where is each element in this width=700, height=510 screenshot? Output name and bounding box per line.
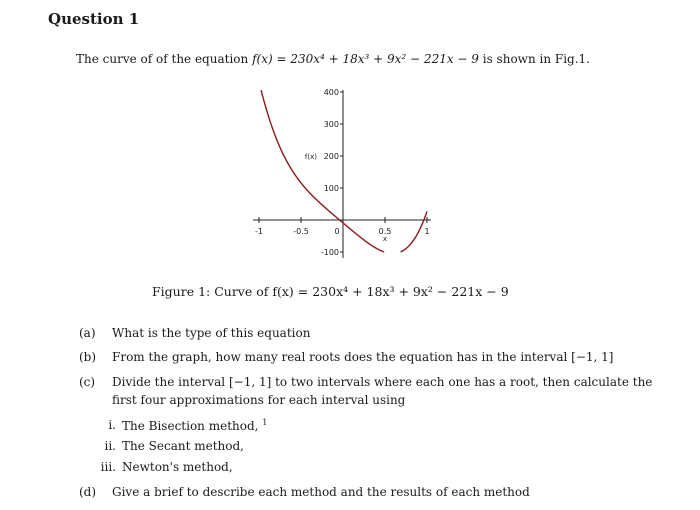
figure-caption: Figure 1: Curve of f(x) = 230x⁴ + 18x³ + 9x² − 221x − 9: [152, 284, 509, 299]
footnote-mark: 1: [262, 418, 268, 427]
plot-ticks: [255, 88, 430, 257]
y-tick-label: 100: [323, 184, 339, 193]
y-tick-label: 300: [323, 120, 339, 129]
y-tick-label: -100: [320, 248, 339, 257]
plot-axes: [253, 90, 431, 258]
subitem-text-body: The Bisection method,: [122, 419, 259, 433]
question-label: (a): [79, 326, 96, 340]
subitem-label: i.: [108, 418, 116, 432]
x-tick-label: 1: [424, 227, 430, 236]
y-tick-label: 400: [323, 88, 339, 97]
x-tick-label: -1: [255, 227, 263, 236]
question-text-continued: first four approximations for each interval using: [112, 393, 406, 407]
question-text: From the graph, how many real roots does the equation has in the interval [−1, 1]: [112, 350, 614, 364]
question-text: What is the type of this equation: [112, 326, 311, 340]
question-title: Question 1: [48, 10, 140, 28]
question-label: (d): [79, 485, 97, 499]
y-axis-label: f(x): [304, 153, 317, 161]
subitem-text: The Secant method,: [122, 439, 244, 453]
subitem-text: Newton's method,: [122, 460, 233, 474]
x-axis-label: x: [382, 235, 388, 243]
intro-equation: f(x) = 230x⁴ + 18x³ + 9x² − 221x − 9: [252, 52, 479, 66]
x-tick-label: -0.5: [293, 227, 309, 236]
function-curve: [261, 90, 430, 252]
question-text: Give a brief to describe each method and the results of each method: [112, 485, 530, 499]
x-tick-label: 0: [334, 227, 340, 236]
subitem-label: ii.: [104, 439, 116, 453]
intro-suffix: is shown in Fig.1.: [482, 52, 590, 66]
subitem-label: iii.: [100, 460, 116, 474]
subitem-text: [122, 418, 267, 433]
question-label: (c): [79, 375, 96, 389]
question-text: Divide the interval [−1, 1] to two intervals where each one has a root, then calculate the: [112, 375, 653, 389]
question-label: (b): [79, 350, 97, 364]
y-tick-label: 200: [323, 152, 339, 161]
x-tick-label: 0.5: [378, 227, 392, 236]
intro-prefix: The curve of of the equation: [76, 52, 249, 66]
